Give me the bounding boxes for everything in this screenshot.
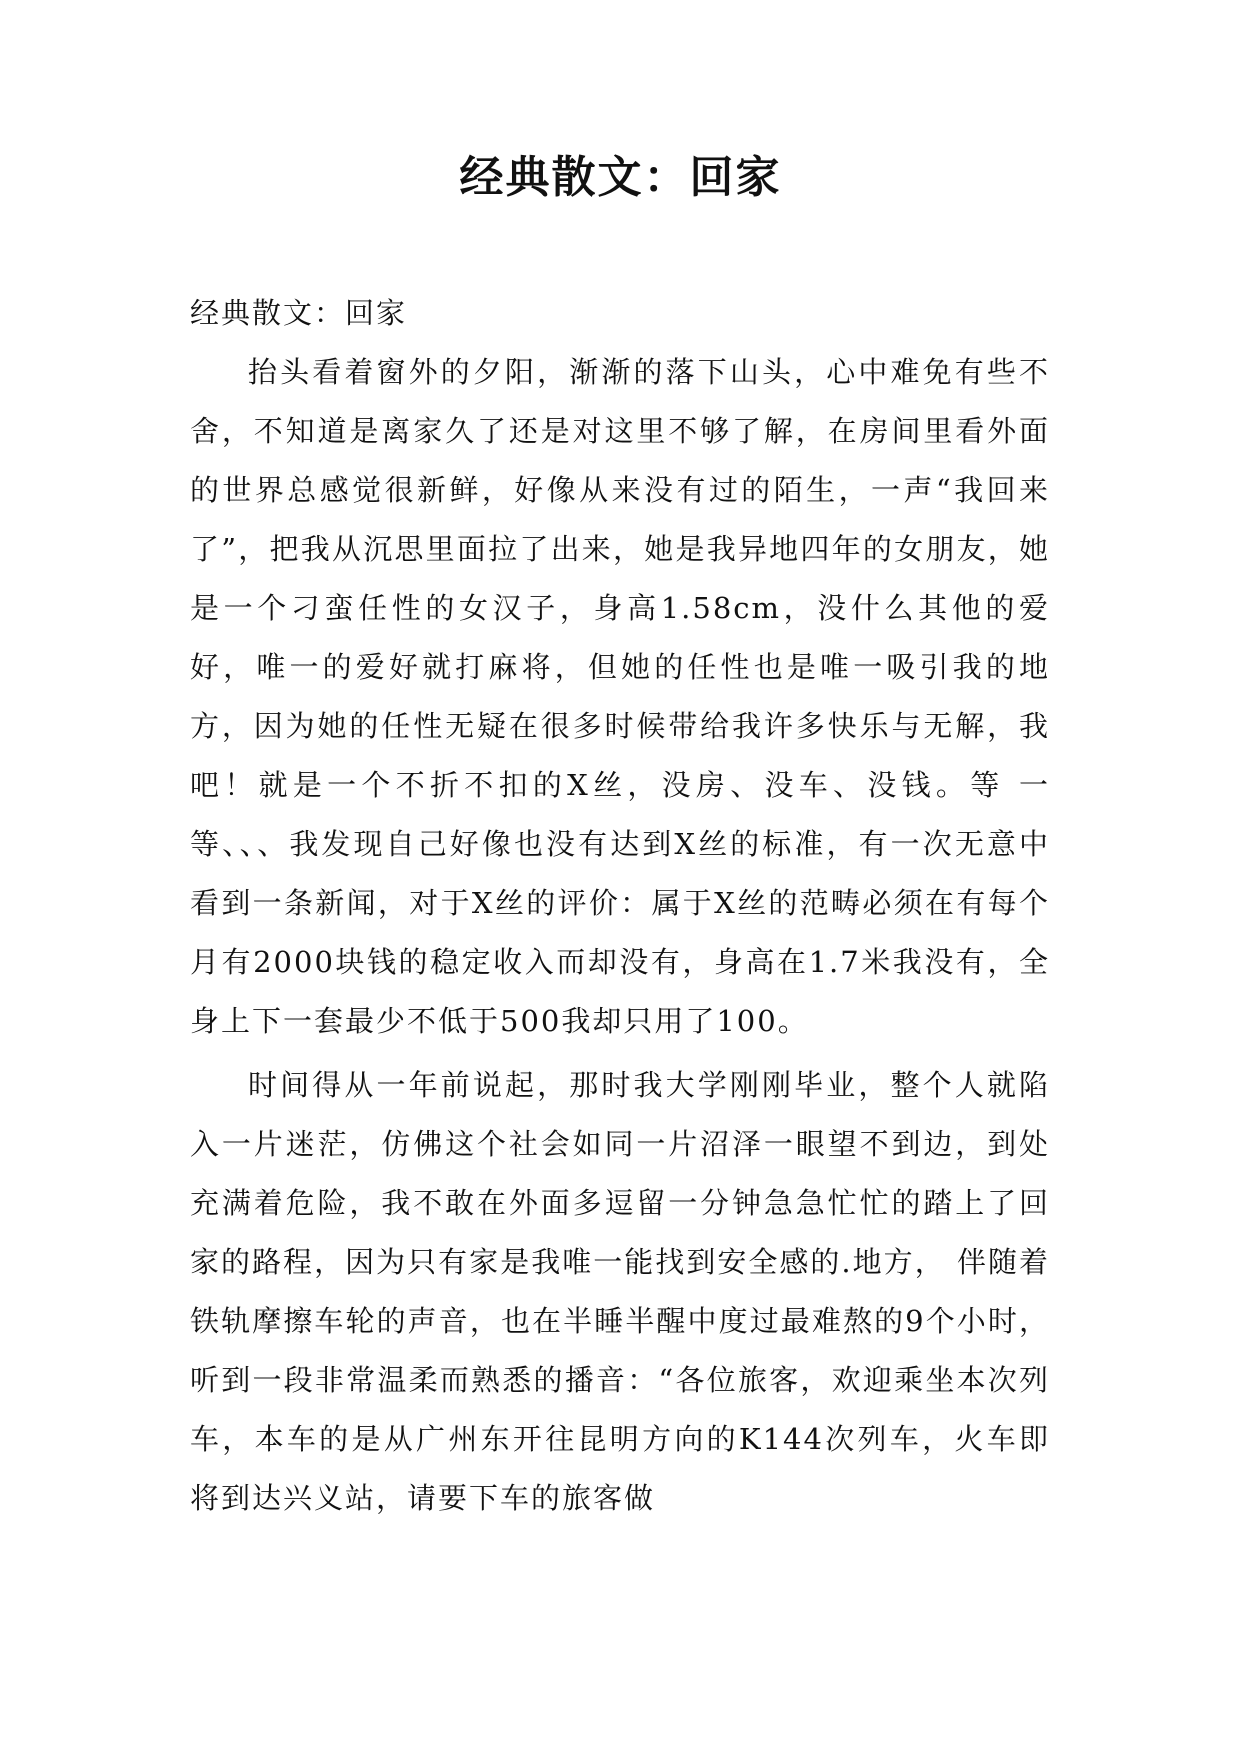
paragraph-2: 时间得从一年前说起，那时我大学刚刚毕业，整个人就陷入一片迷茫，仿佛这个社会如同一片沼泽一眼望不到边，到处充满着危险，我不敢在外面多逗留一分钟急急忙忙的踏上了回家的路程，因为只有家是我唯一能找到安全感的.地方， 伴随着铁轨摩擦车轮的声音，也在半睡半醒中度过最难熬的9个小时，听到一段非常温柔而熟悉的播音：“各位旅客，欢迎乘坐本次列车，本车的是从广州东开往昆明方向的K144次列车，火车即将到达兴义站，请要下车的旅客做 <box>190 1068 1050 1515</box>
paragraph-1: 抬头看着窗外的夕阳，渐渐的落下山头，心中难免有些不舍，不知道是离家久了还是对这里不够了解，在房间里看外面的世界总感觉很新鲜，好像从来没有过的陌生，一声“我回来了”，把我从沉思里面拉了出来，她是我异地四年的女朋友，她是一个刁蛮任性的女汉子，身高1.58cm，没什么其他的爱好，唯一的爱好就打麻将，但她的任性也是唯一吸引我的地方，因为她的任性无疑在很多时候带给我许多快乐与无解，我吧！就是一个不折不扣的X丝，没房、没车、没钱。等 一 等、、、我发现自己好像也没有达到X丝的标准，有一次无意中看到一条新闻，对于X丝的评价：属于X丝的范畴必须在有每个月有2000块钱的稳定收入而却没有，身高在1.7米我没有，全身上下一套最少不低于500我却只用了100。 <box>190 355 1050 1038</box>
document-subtitle: 经典散文：回家 <box>190 296 408 330</box>
document-title: 经典散文：回家 <box>459 152 782 203</box>
document-body <box>190 284 1050 1533</box>
